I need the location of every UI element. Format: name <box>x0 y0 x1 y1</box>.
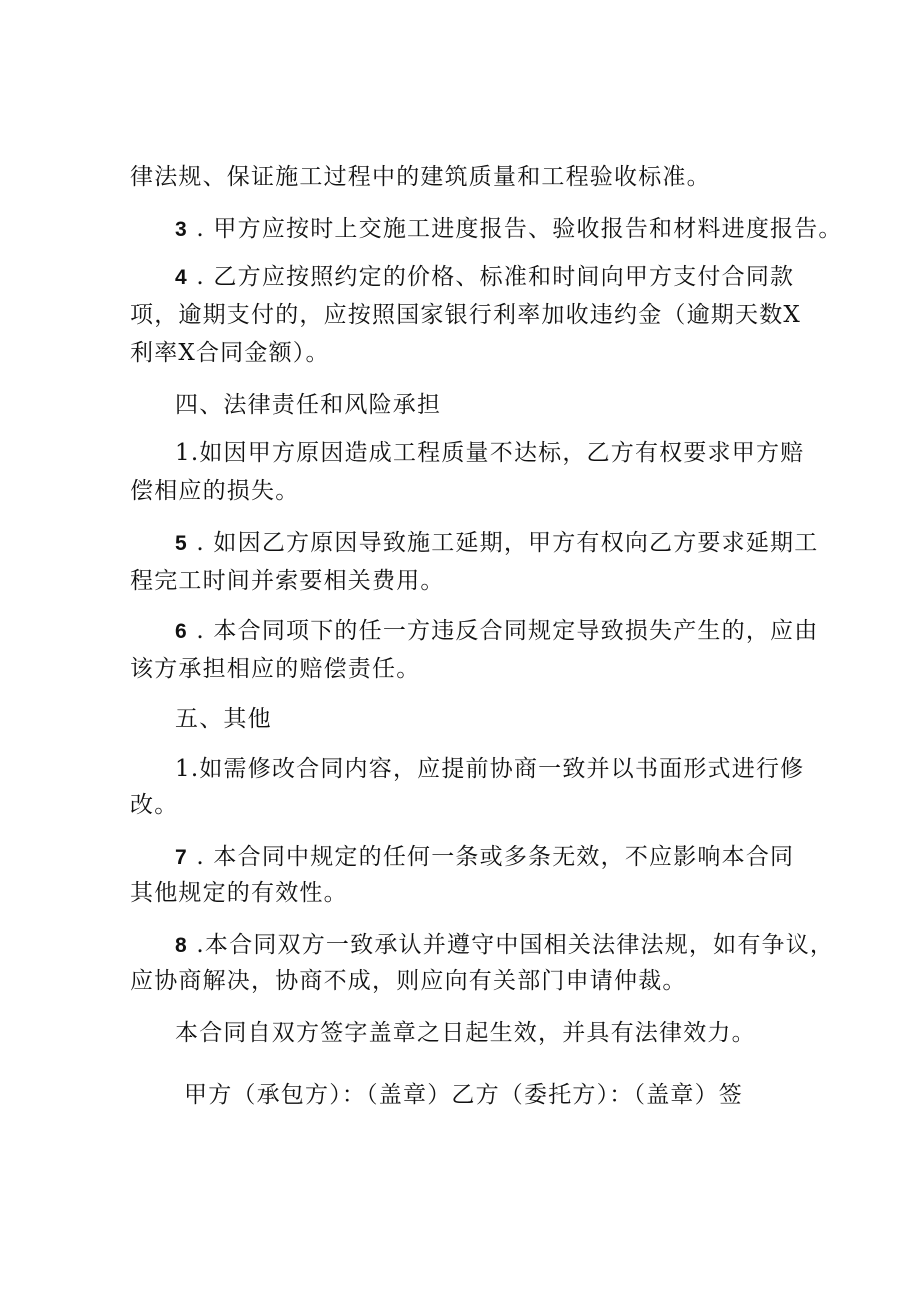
clause-text: . 甲方应按时上交施工进度报告、验收报告和材料进度报告。 <box>187 216 843 242</box>
section-heading-4: 四、法律责任和风险承担 <box>175 392 442 418</box>
clause-6-line-1 <box>175 614 920 649</box>
clause-7-line-1 <box>175 840 920 875</box>
effectiveness-statement: 本合同自双方签字盖章之日起生效，并具有法律效力。 <box>175 1020 756 1046</box>
clause-5-line-2: 程完工时间并索要相关费用。 <box>130 568 445 594</box>
clause-7-line-2: 其他规定的有效性。 <box>130 880 348 906</box>
signature-line: 甲方（承包方）：（盖章）乙方（委托方）：（盖章）签 <box>184 1082 743 1108</box>
clause-4-line-3: 利率X合同金额）。 <box>130 340 330 366</box>
clause-text: . 本合同项下的任一方违反合同规定导致损失产生的，应由 <box>187 618 819 644</box>
clause-number: 8 <box>175 934 188 957</box>
clause-8-line-2: 应协商解决，协商不成，则应向有关部门申请仲裁。 <box>130 968 687 994</box>
clause-3 <box>175 212 920 247</box>
clause-text: . 本合同中规定的任何一条或多条无效，不应影响本合同 <box>187 844 795 870</box>
clause-number: 4 <box>175 266 188 289</box>
clause-5-line-1 <box>175 526 920 561</box>
clause-text: . 如因乙方原因导致施工延期，甲方有权向乙方要求延期工 <box>187 530 819 556</box>
clause-number: 3 <box>175 218 188 241</box>
paragraph-continuation-line: 律法规、保证施工过程中的建筑质量和工程验收标准。 <box>130 164 711 190</box>
clause-4-line-2: 项，逾期支付的，应按照国家银行利率加收违约金（逾期天数X <box>130 302 801 328</box>
clause-6-line-2: 该方承担相应的赔偿责任。 <box>130 656 421 682</box>
clause-text: .本合同双方一致承认并遵守中国相关法律法规，如有争议， <box>187 932 835 958</box>
clause-number: 6 <box>175 620 188 643</box>
clause-number: 7 <box>175 846 188 869</box>
clause-text: . 乙方应按照约定的价格、标准和时间向甲方支付合同款 <box>187 264 795 290</box>
clause-4-line-1 <box>175 260 920 295</box>
clause-8-line-1 <box>175 928 920 963</box>
section-5-clause-1-line-1: 1.如需修改合同内容，应提前协商一致并以书面形式进行修 <box>175 756 805 782</box>
section-4-clause-1-line-2: 偿相应的损失。 <box>130 478 300 504</box>
section-4-clause-1-line-1: 1.如因甲方原因造成工程质量不达标，乙方有权要求甲方赔 <box>175 440 805 466</box>
clause-number: 5 <box>175 532 188 555</box>
section-5-clause-1-line-2: 改。 <box>130 792 179 818</box>
section-heading-5: 五、其他 <box>175 706 272 732</box>
